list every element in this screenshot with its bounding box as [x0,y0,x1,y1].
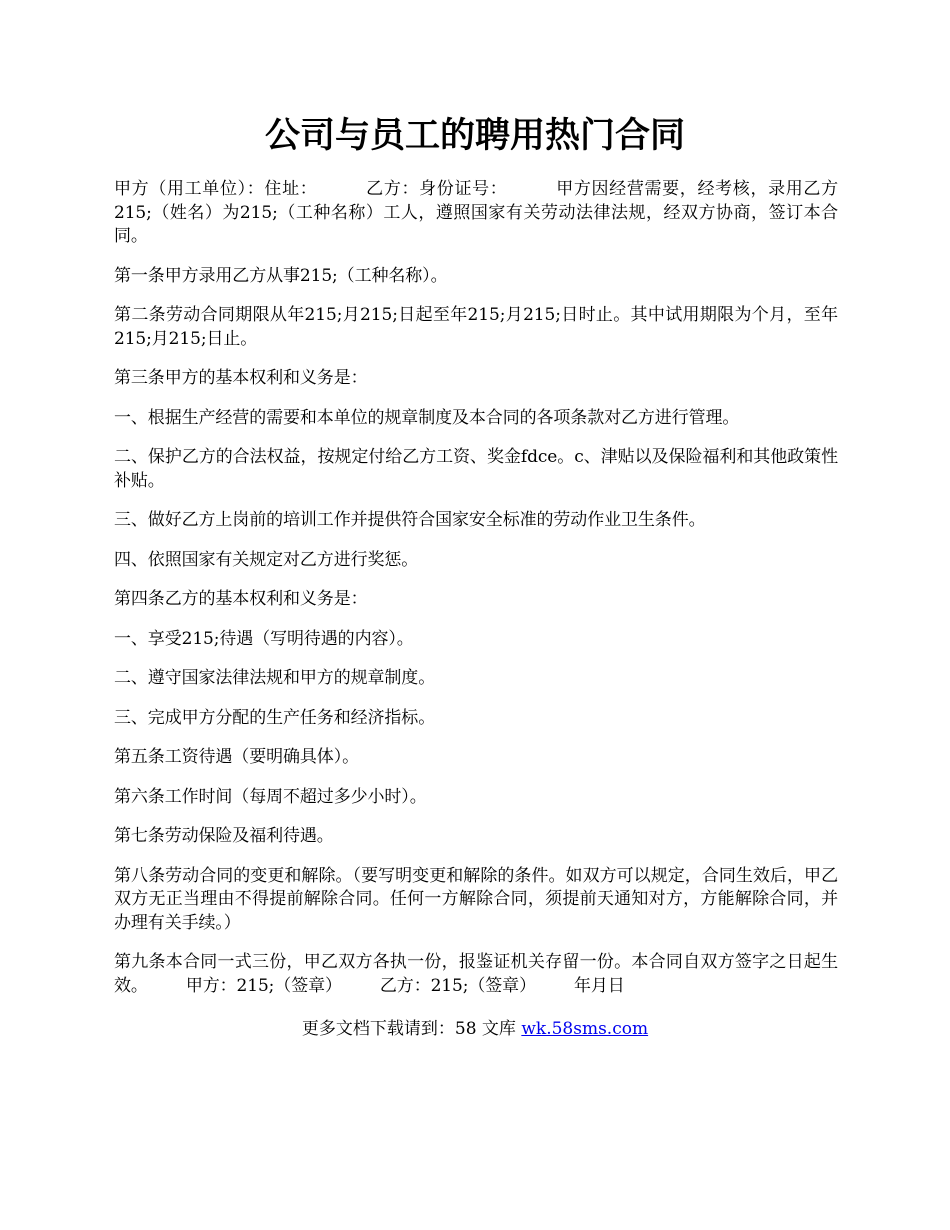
intro-paragraph [114,178,838,249]
intro-part-3: 甲方因经营需要，经考核，录用乙方215;（姓名）为215;（工种名称）工人，遵照国家有关劳动法律法规，经双方协商，签订本合同。 [114,179,838,246]
article-4-heading: 第四条乙方的基本权利和义务是： [114,589,368,609]
article-5: 第五条工资待遇（要明确具体）。 [114,747,359,767]
party-a-signature: 甲方：215;（签章） [185,975,342,996]
document-title: 公司与员工的聘用热门合同 [264,115,685,156]
intro-part-2: 乙方：身份证号： [365,179,508,199]
footer-text: 更多文档下载请到：58 文库 [301,1019,522,1039]
intro-part-1: 甲方（用工单位）：住址： [114,179,318,199]
signature-date: 年月日 [573,975,625,996]
article-6: 第六条工作时间（每周不超过多少小时）。 [114,786,427,807]
article-7: 第七条劳动保险及福利待遇。 [114,826,334,846]
party-b-signature: 乙方：215;（签章） [379,975,536,996]
article-3-item-4: 四、依照国家有关规定对乙方进行奖惩。 [114,549,419,570]
article-3-item-2: 二、保护乙方的合法权益，按规定付给乙方工资、奖金fdce。c、津贴以及保险福利和其他政策性补贴。 [114,447,838,491]
article-3-heading: 第三条甲方的基本权利和义务是： [114,368,368,388]
article-4-item-3: 三、完成甲方分配的生产任务和经济指标。 [114,707,436,728]
document-body [114,178,838,1014]
article-8: 第八条劳动合同的变更和解除。（要写明变更和解除的条件。如双方可以规定，合同生效后，甲乙双方无正当理由不得提前解除合同。任何一方解除合同，须提前天通知对方，方能解除合同，并办理有关手续。） [114,865,838,933]
article-3-item-1: 一、根据生产经营的需要和本单位的规章制度及本合同的各项条款对乙方进行管理。 [114,407,740,428]
article-9-text: 第九条本合同一式三份，甲乙双方各执一份，报鉴证机关存留一份。本合同自双方签字之日起生效。 [114,952,838,996]
article-4-item-2: 二、遵守国家法律法规和甲方的规章制度。 [114,668,436,688]
footer [0,1017,950,1041]
footer-link[interactable]: wk.58sms.com [521,1019,649,1039]
article-3-item-3: 三、做好乙方上岗前的培训工作并提供符合国家安全标准的劳动作业卫生条件。 [114,510,706,530]
article-2: 第二条劳动合同期限从年215;月215;日起至年215;月215;日时止。其中试用期限为个月，至年215;月215;日止。 [114,305,838,349]
article-1: 第一条甲方录用乙方从事215;（工种名称）。 [114,265,448,286]
article-4-item-1: 一、享受215;待遇（写明待遇的内容）。 [114,628,414,649]
article-9 [114,951,838,998]
